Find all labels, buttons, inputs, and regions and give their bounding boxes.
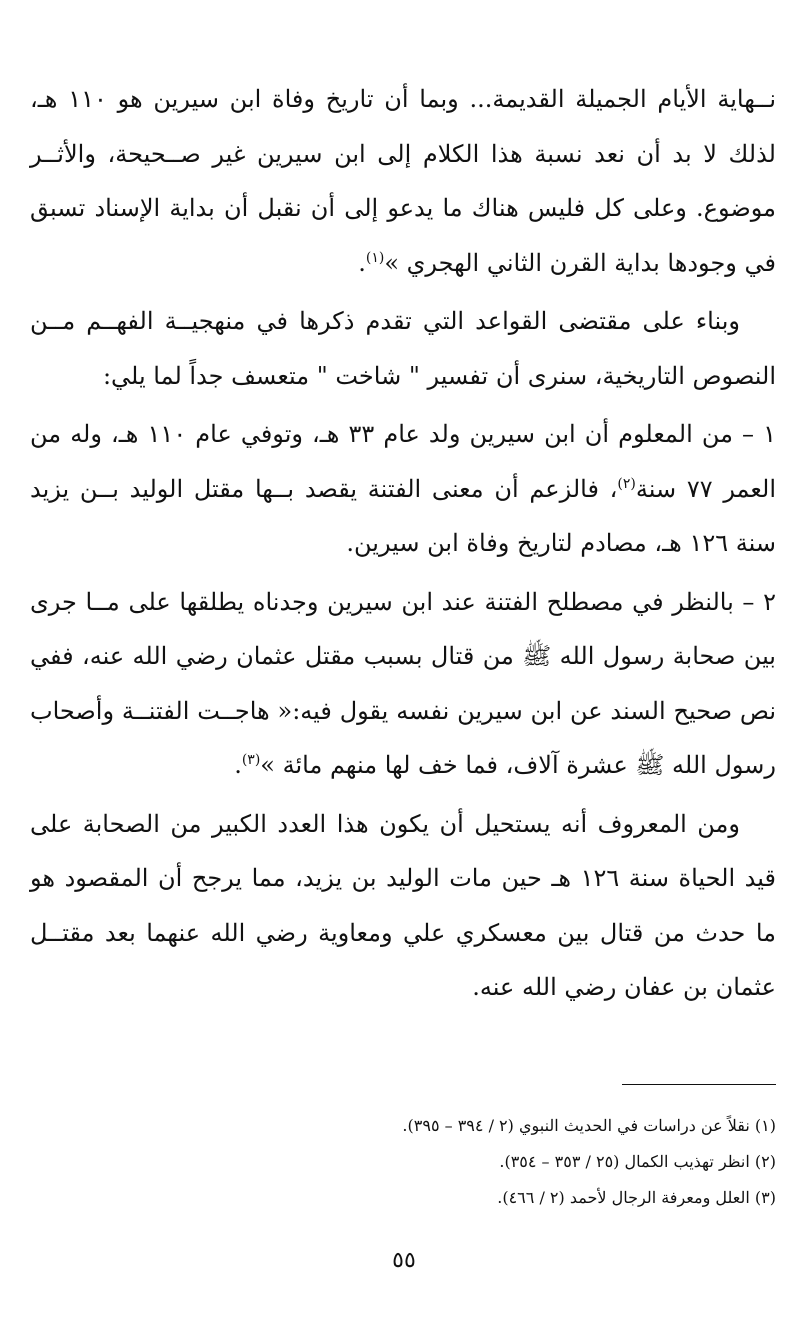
paragraph-text: ومن المعروف أنه يستحيل أن يكون هذا العدد الكبير من الصحابة على قيد الحياة سنة ١٢٦ هـ حين مات الوليد بن يزيد، مما يرجح أن المقصود هو ما حدث من قتال بين معسكري علي ومعاوية رضي الله عنهما بعد مقتــل عثمان بن عفان رضي الله عنه. — [30, 809, 776, 1001]
footnote-marker: (٣) — [241, 752, 261, 768]
footnote-3: (٣) العلل ومعرفة الرجال لأحمد (٢ / ٤٦٦). — [497, 1188, 776, 1207]
paragraph-3 — [30, 407, 776, 571]
paragraph-4 — [30, 575, 776, 793]
paragraph-text: وبناء على مقتضى القواعد التي تقدم ذكرها في منهجيــة الفهــم مــن النصوص التاريخية، سنرى أن تفسير " شاخت " متعسف جداً لما يلي: — [30, 307, 776, 390]
page-number: ٥٥ — [392, 1248, 416, 1273]
paragraph-text: ٢ – بالنظر في مصطلح الفتنة عند ابن سيرين وجدناه يطلقها على مــا جرى بين صحابة رسول الله ﷺ من قتال بسبب مقتل عثمان رضي الله عنه، ففي نص صحيح السند عن ابن سيرين نفسه يقول فيه:« هاجــت الفتنــة وأصحاب رسول الله ﷺ عشرة آلاف، فما خف لها منهم مائة » — [30, 587, 776, 779]
paragraph-tail: . — [234, 751, 242, 779]
main-text — [30, 72, 776, 1015]
footnote-divider — [622, 1084, 776, 1085]
paragraph-text: ١ – من المعلوم أن ابن سيرين ولد عام ٣٣ هـ، وتوفي عام ١١٠ هـ، وله من العمر ٧٧ سنة — [30, 420, 776, 503]
paragraph-1 — [30, 72, 776, 290]
footnote-1: (١) نقلاً عن دراسات في الحديث النبوي (٢ / ٣٩٤ – ٣٩٥). — [402, 1116, 776, 1135]
paragraph-5 — [30, 797, 776, 1015]
footnote-marker: (١) — [365, 249, 385, 266]
footnotes — [30, 1108, 776, 1216]
paragraph-tail: . — [358, 248, 366, 277]
paragraph-2 — [30, 294, 776, 403]
paragraph-tail: ، فالزعم أن معنى الفتنة يقصد بــها مقتل الوليد بــن يزيد سنة ١٢٦ هـ، مصادم لتاريخ وفاة ابن سيرين. — [30, 474, 776, 557]
footnote-marker: (٢) — [617, 475, 636, 492]
paragraph-text: نــهاية الأيام الجميلة القديمة... وبما أن تاريخ وفاة ابن سيرين هو ١١٠ هـ، لذلك لا بد أن نعد نسبة هذا الكلام إلى ابن سيرين غير صــحيحة، والأثــر موضوع. وعلى كل فليس هناك ما يدعو إلى أن نقبل أن بداية الإسناد تسبق في وجودها بداية القرن الثاني الهجري » — [30, 85, 777, 277]
footnote-2: (٢) انظر تهذيب الكمال (٢٥ / ٣٥٣ – ٣٥٤). — [499, 1152, 776, 1171]
